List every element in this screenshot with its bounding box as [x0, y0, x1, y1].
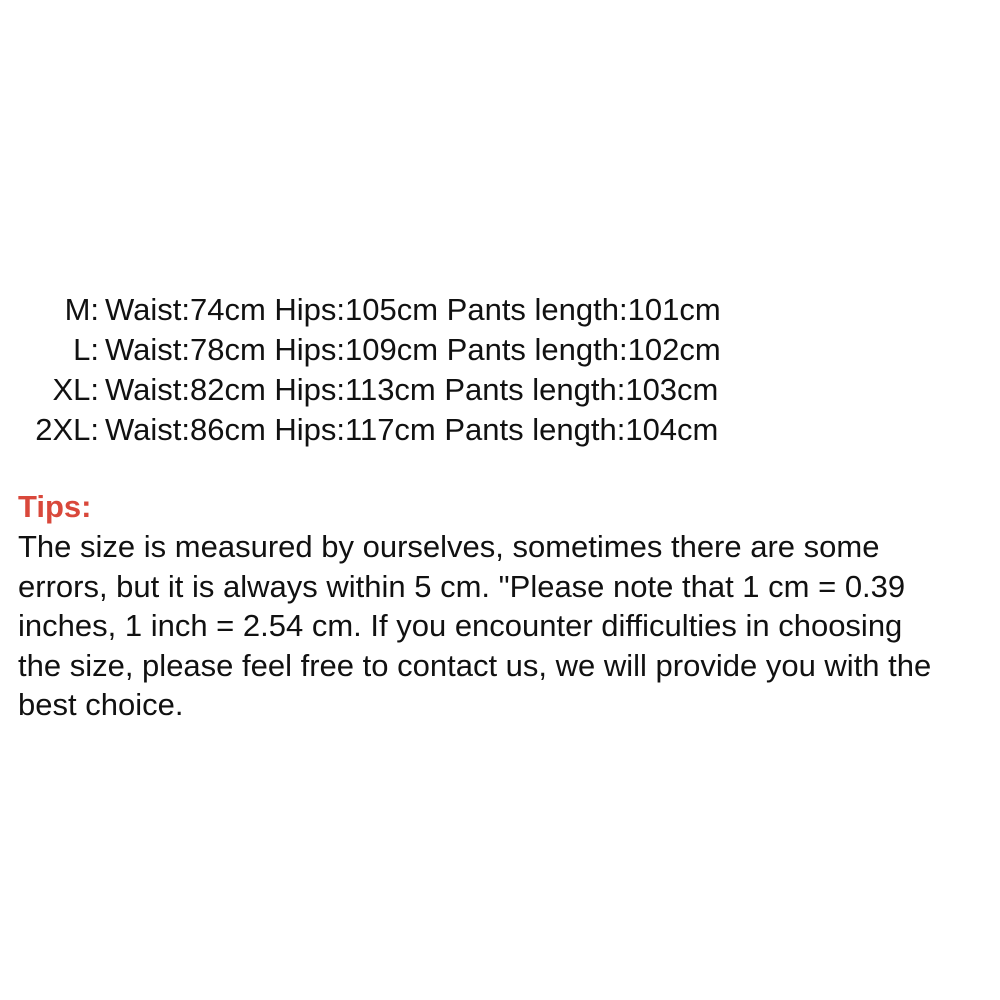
size-row-l	[0, 330, 1000, 370]
size-chart	[0, 290, 1000, 450]
size-measurements-m: Waist:74cm Hips:105cm Pants length:101cm	[105, 292, 721, 327]
size-row-m	[0, 290, 1000, 330]
tips-line: inches, 1 inch = 2.54 cm. If you encounter difficulties in choosing	[18, 608, 903, 643]
tips-line: best choice.	[18, 687, 184, 722]
tips-line: The size is measured by ourselves, sometimes there are some	[18, 529, 880, 564]
size-measurements-xl: Waist:82cm Hips:113cm Pants length:103cm	[105, 372, 719, 407]
tips-body	[18, 527, 998, 725]
size-row-xl	[0, 370, 1000, 410]
tips-line: the size, please feel free to contact us, we will provide you with the	[18, 647, 932, 683]
size-label-l: L:	[73, 332, 99, 367]
size-measurements-l: Waist:78cm Hips:109cm Pants length:102cm	[105, 332, 721, 367]
size-label-xl: XL:	[52, 372, 99, 407]
size-measurements-2xl: Waist:86cm Hips:117cm Pants length:104cm	[105, 412, 719, 447]
size-label-m: M:	[64, 292, 99, 327]
size-row-2xl	[0, 410, 1000, 450]
size-label-2xl: 2XL:	[35, 412, 99, 447]
tips-title: Tips:	[18, 489, 92, 524]
tips-line: errors, but it is always within 5 cm. "Please note that 1 cm = 0.39	[18, 568, 906, 604]
tips-section	[18, 487, 998, 725]
